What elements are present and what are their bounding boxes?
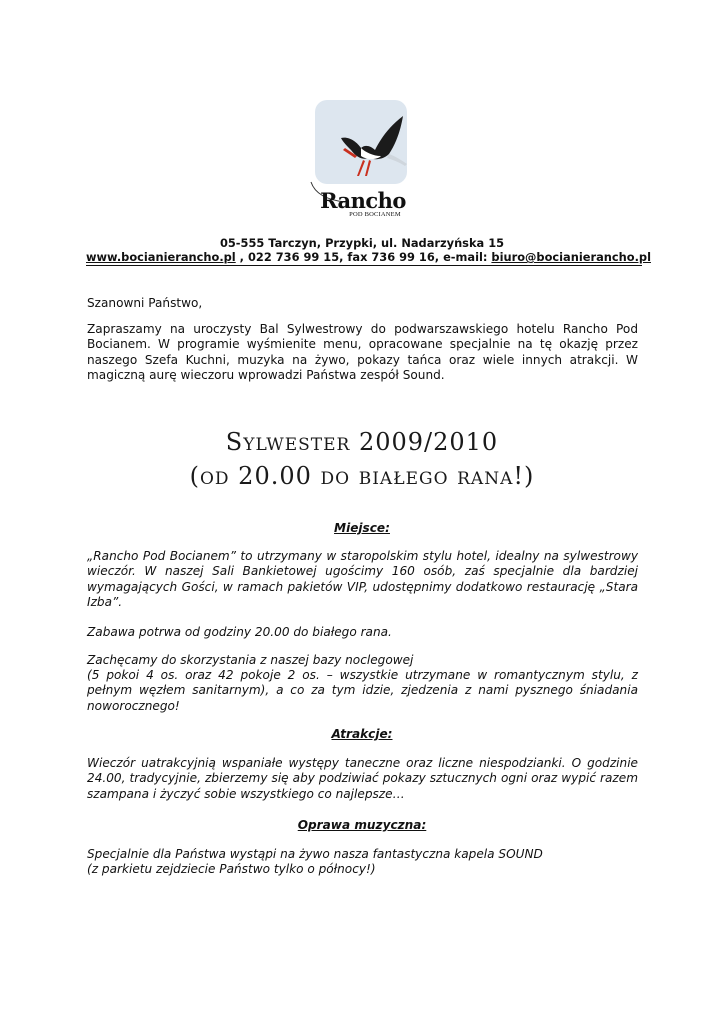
logo-name: Rancho xyxy=(320,188,406,213)
place-section-title: Miejsce: xyxy=(334,521,390,535)
website-link[interactable]: www.bocianierancho.pl xyxy=(86,250,236,264)
rancho-logo xyxy=(305,98,415,228)
lodging-intro: Zachęcamy do skorzystania z naszej bazy noclegowej xyxy=(87,653,414,667)
attractions-paragraph: Wieczór uatrakcyjnią wspaniałe występy taneczne oraz liczne niespodzianki. O godzinie 24.00, tradycyjnie, zbierzemy się aby podziwiać pokazy sztucznych ogni oraz wypić razem szampana i życzyć sobie wszystkiego co najlepsze… xyxy=(87,756,638,801)
contact-line xyxy=(86,250,651,266)
hotel-address: 05-555 Tarczyn, Przypki, ul. Nadarzyńska 15 xyxy=(219,236,505,250)
greeting: Szanowni Państwo, xyxy=(87,296,203,310)
intro-paragraph: Zapraszamy na uroczysty Bal Sylwestrowy do podwarszawskiego hotelu Rancho Pod Bocianem. W programie wyśmienite menu, opracowane specjalnie na tę okazję przez naszego Szefa Kuchni, muzyka na żywo, pokazy tańca oraz wiele innych atrakcji. W magiczną aurę wieczoru wprowadzi Państwa zespół Sound. xyxy=(87,322,638,382)
logo-subname: POD BOCIANEM xyxy=(349,211,401,218)
headline-subtitle: (od 20.00 do białego rana!) xyxy=(189,462,535,490)
music-paragraph: Specjalnie dla Państwa wystąpi na żywo nasza fantastyczna kapela SOUND xyxy=(87,847,543,861)
music-section-title: Oprawa muzyczna: xyxy=(297,818,427,832)
party-hours-paragraph: Zabawa potrwa od godziny 20.00 do białego rana. xyxy=(87,625,392,639)
email-link[interactable]: biuro@bocianierancho.pl xyxy=(491,250,651,264)
phone-fax: , 022 736 99 15, fax 736 99 16, e-mail: xyxy=(235,250,492,264)
attractions-section-title: Atrakcje: xyxy=(331,727,393,741)
lodging-details: (5 pokoi 4 os. oraz 42 pokoje 2 os. – wszystkie utrzymane w romantycznym stylu, z pełnym węzłem sanitarnym), a co za tym idzie, zjedzenia z nami pysznego śniadania noworocznego! xyxy=(87,668,638,713)
place-paragraph: „Rancho Pod Bocianem” to utrzymany w staropolskim stylu hotel, idealny na sylwestrowy wieczór. W naszej Sali Bankietowej ugościmy 160 osób, zaś specjalnie dla bardziej wymagających Gości, w ramach pakietów VIP, udostępnimy dodatkowo restaurację „Stara Izba”. xyxy=(87,549,638,609)
headline-title: Sylwester 2009/2010 xyxy=(225,428,499,456)
music-note: (z parkietu zejdziecie Państwo tylko o północy!) xyxy=(87,862,376,876)
